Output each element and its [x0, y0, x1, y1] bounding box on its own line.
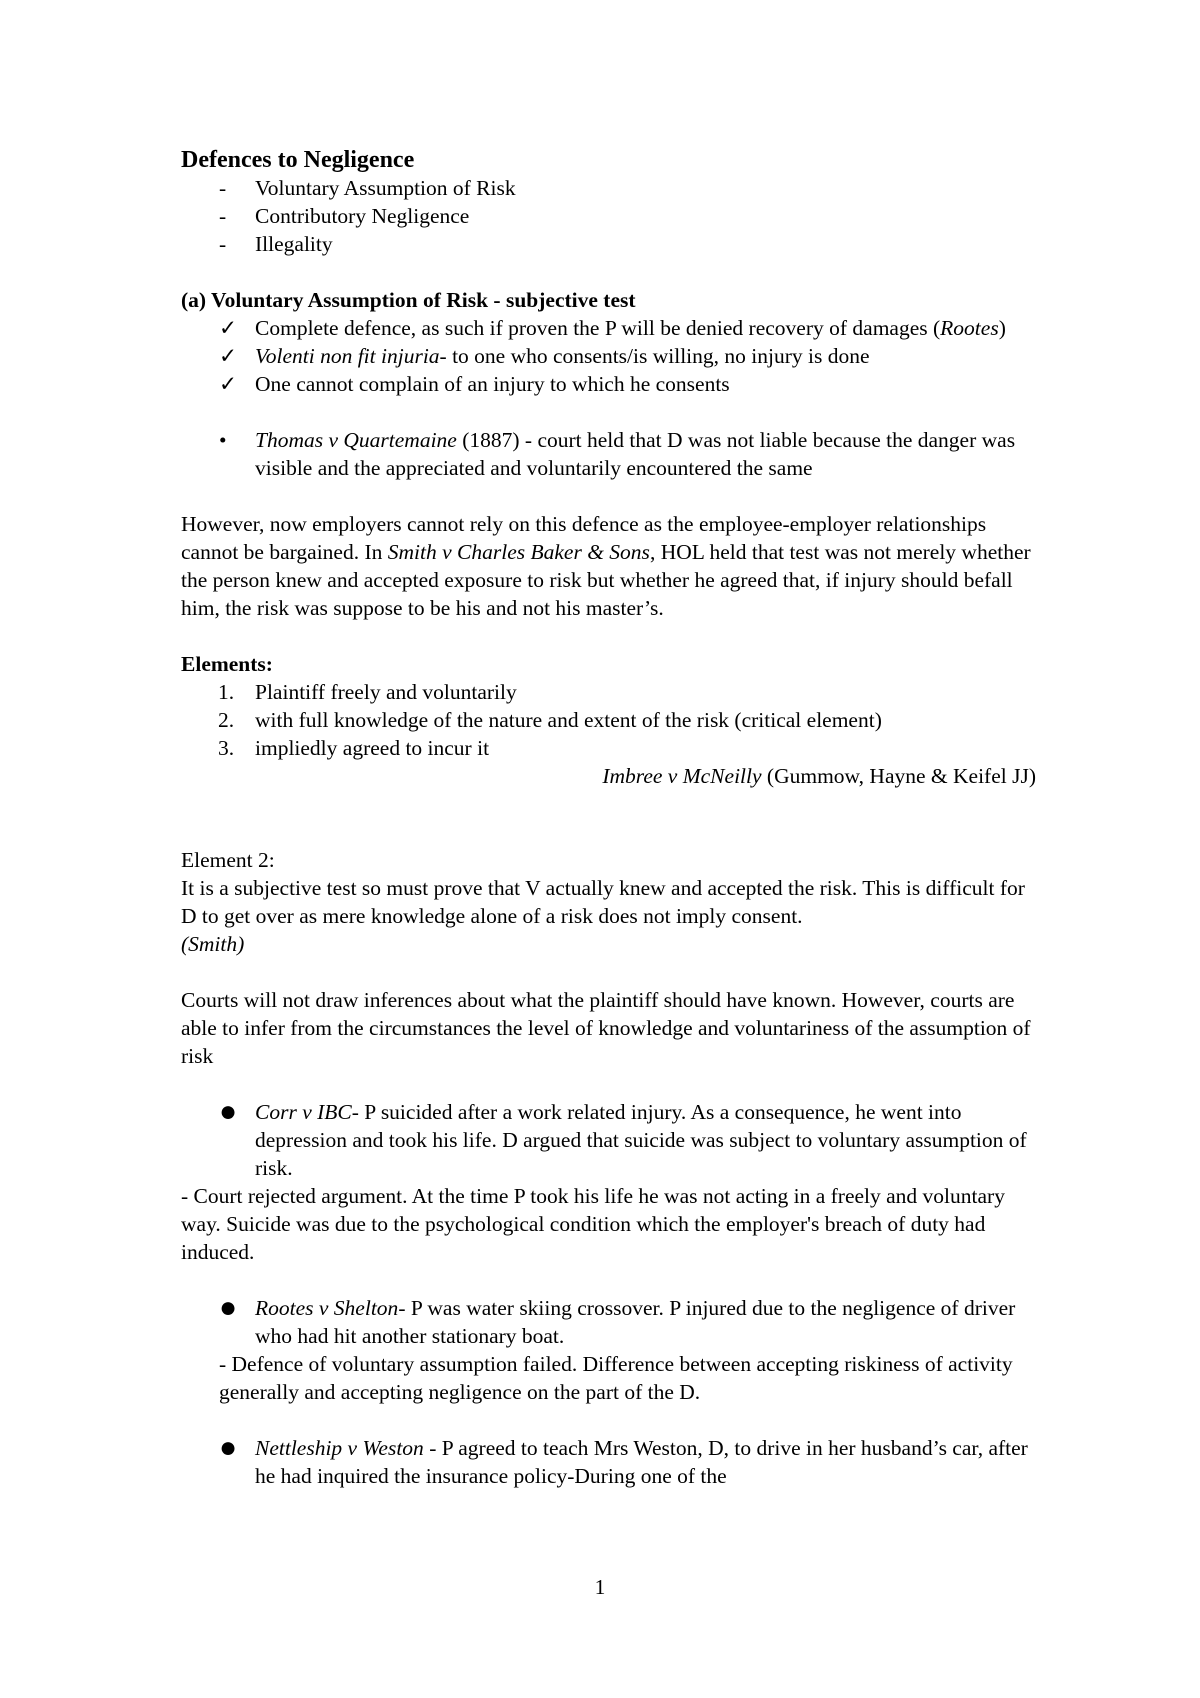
case-bullet-item — [181, 1291, 1041, 1350]
check-item — [181, 370, 1041, 398]
dash-marker: - — [219, 232, 227, 256]
citation-text: (Gummow, Hayne & Keifel JJ) — [761, 764, 1036, 788]
bullet-icon: • — [219, 428, 227, 452]
case-name: Rootes v Shelton — [255, 1296, 399, 1320]
bullet-icon: ● — [219, 1431, 238, 1464]
check-icon: ✓ — [219, 316, 238, 340]
defence-label: Voluntary Assumption of Risk — [255, 176, 516, 200]
case-name: Corr v IBC — [255, 1100, 352, 1124]
element-list-item — [181, 678, 1041, 706]
check-item — [181, 314, 1041, 342]
case-text: - P agreed to teach Mrs Weston, D, to drive in her husband’s car, after he had inquired the insurance policy-During one of the — [255, 1436, 1028, 1488]
element-list-item — [181, 706, 1041, 734]
bullet-icon: ● — [219, 1095, 238, 1128]
document-body — [181, 146, 1041, 1490]
defence-list-item — [181, 202, 1041, 230]
defence-label: Illegality — [255, 232, 333, 256]
document-title: Defences to Negligence — [181, 147, 415, 173]
case-name: Thomas v Quartemaine — [255, 428, 457, 452]
list-number: 3. — [218, 736, 235, 760]
imbree-citation — [181, 762, 1041, 790]
case-text: (1887) - court held that D was not liable because the danger was visible and the appreciated and voluntarily encountered the same — [255, 428, 1016, 480]
check-icon: ✓ — [219, 344, 238, 368]
elements-heading: Elements: — [181, 652, 273, 676]
case-text: - P suicided after a work related injury. As a consequence, he went into depression and took his life. D argued that suicide was subject to voluntary assumption of risk. — [255, 1100, 1027, 1180]
element-text: impliedly agreed to incur it — [255, 736, 490, 760]
check-text-end: ) — [998, 316, 1006, 340]
element2-heading: Element 2: — [181, 848, 275, 872]
case-followup: - Defence of voluntary assumption failed. Difference between accepting riskiness of activity generally and accepting negligence on the part of the D. — [219, 1352, 1013, 1404]
case-text: - P was water skiing crossover. P injured due to the negligence of driver who had hit another stationary boat. — [255, 1296, 1016, 1348]
defence-list-item — [181, 174, 1041, 202]
element-list-item — [181, 734, 1041, 762]
case-name: Rootes — [940, 316, 999, 340]
element2-paragraph: It is a subjective test so must prove that V actually knew and accepted the risk. This is difficult for D to get over as mere knowledge alone of a risk does not imply consent. — [181, 876, 1025, 928]
check-text: Complete defence, as such if proven the P will be denied recovery of damages ( — [255, 316, 941, 340]
case-name: Imbree v McNeilly — [602, 764, 762, 788]
section-heading-a: (a) Voluntary Assumption of Risk - subjective test — [181, 288, 636, 312]
check-icon: ✓ — [219, 372, 238, 396]
list-number: 2. — [218, 708, 235, 732]
dash-marker: - — [219, 176, 227, 200]
case-name: Smith v Charles Baker & Sons — [387, 540, 650, 564]
courts-paragraph: Courts will not draw inferences about what the plaintiff should have known. However, courts are able to infer from the circumstances the level of knowledge and voluntariness of the assumption of risk — [181, 988, 1031, 1068]
check-text: - to one who consents/is willing, no injury is done — [439, 344, 870, 368]
case-bullet-item — [181, 1095, 1041, 1182]
case-followup: - Court rejected argument. At the time P took his life he was not acting in a freely and voluntary way. Suicide was due to the psychological condition which the employer's breach of duty had induced. — [181, 1184, 1005, 1264]
dash-marker: - — [219, 204, 227, 228]
element2-citation — [181, 930, 1041, 958]
paragraph-text: , HOL held that test was not merely whether the person knew and accepted exposure to risk but whether he agreed that, if injury should befall him, the risk was suppose to be his and not his master’s. — [181, 540, 1031, 620]
bullet-icon: ● — [219, 1291, 238, 1324]
list-number: 1. — [218, 680, 235, 704]
page-number: 1 — [594, 1575, 606, 1599]
check-text: One cannot complain of an injury to which he consents — [255, 372, 730, 396]
defence-label: Contributory Negligence — [255, 204, 470, 228]
defence-list-item — [181, 230, 1041, 258]
paragraph-however — [181, 510, 1041, 622]
case-name: (Smith) — [181, 932, 245, 956]
paragraph-text: However, now employers cannot rely on this defence as the employee-employer relationships cannot be bargained. In — [181, 512, 987, 564]
case-name: Volenti non fit injuria — [255, 344, 440, 368]
case-bullet-item — [181, 1431, 1041, 1490]
check-item — [181, 342, 1041, 370]
case-name: Nettleship v Weston — [255, 1436, 424, 1460]
case-bullet-item — [181, 426, 1041, 482]
element-text: with full knowledge of the nature and extent of the risk (critical element) — [255, 708, 882, 732]
element-text: Plaintiff freely and voluntarily — [255, 680, 517, 704]
